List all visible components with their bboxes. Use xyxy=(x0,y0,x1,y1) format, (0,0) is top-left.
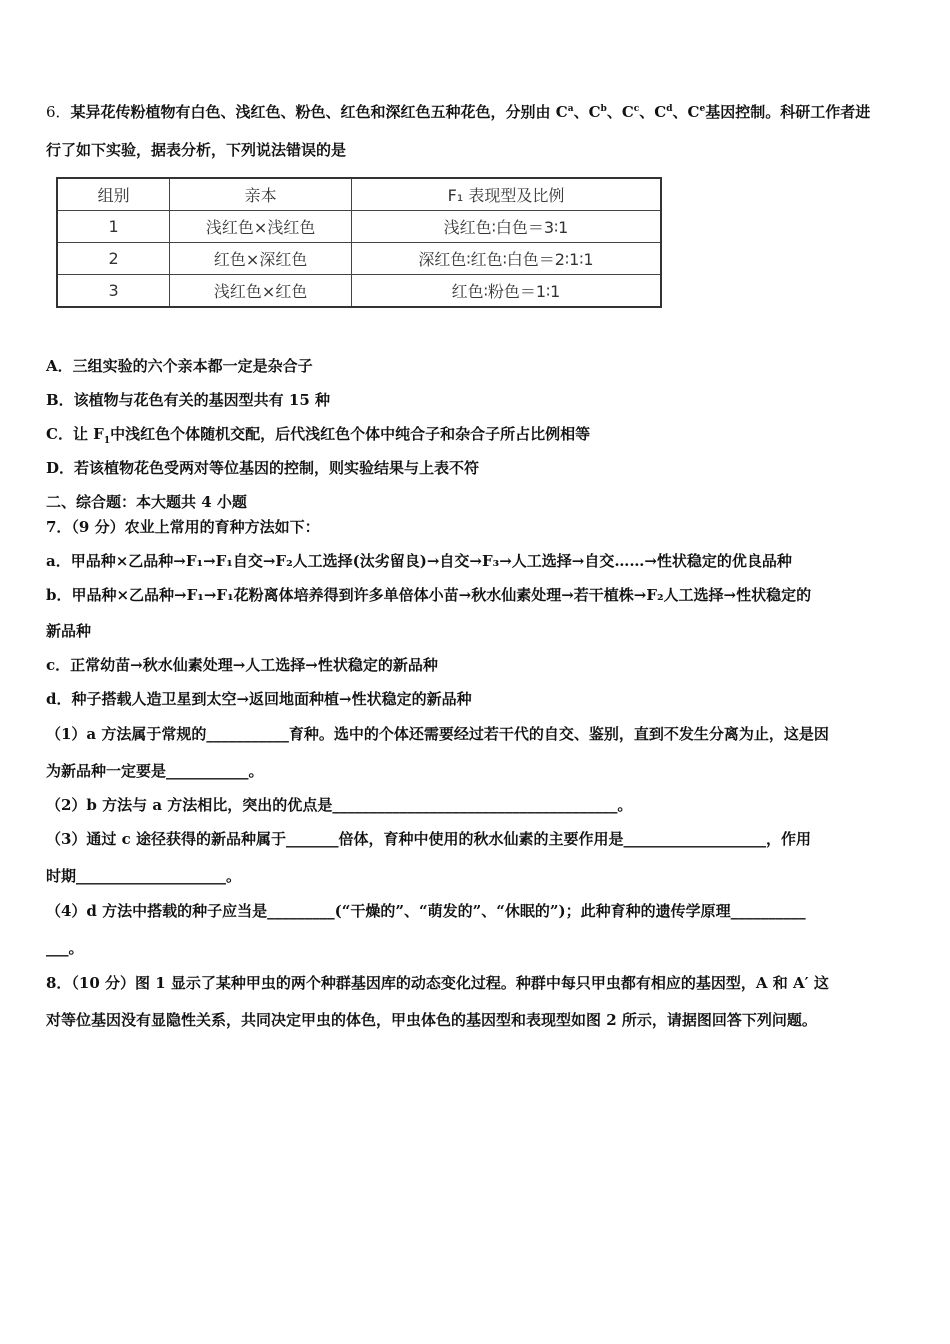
experiment-table xyxy=(56,177,662,308)
header-group: 组别 xyxy=(57,178,170,211)
allele-a: a xyxy=(567,104,574,114)
q7-sub4-line2: ___。 xyxy=(46,939,84,957)
q7-sub2: （2）b 方法与 a 方法相比，突出的优点是______________________________________。 xyxy=(46,796,633,814)
table-cell: 浅红色×红色 xyxy=(170,275,352,308)
allele-b: b xyxy=(600,104,607,114)
table-cell: 1 xyxy=(57,211,170,243)
q6-line2: 行了如下实验，据表分析，下列说法错误的是 xyxy=(46,141,347,159)
q6-stem-tail: 基因控制。科研工作者进 xyxy=(705,103,871,121)
option-c-pre: C．让 F xyxy=(46,425,104,443)
section-heading: 二、综合题：本大题共 4 小题 xyxy=(46,493,247,511)
table-cell: 浅红色×浅红色 xyxy=(170,211,352,243)
q7-intro: 7．（9 分）农业上常用的育种方法如下： xyxy=(46,518,320,536)
q7-sub1-line2: 为新品种一定要是___________。 xyxy=(46,762,264,780)
q7-method-a: a．甲品种×乙品种→F₁→F₁自交→F₂人工选择(汰劣留良)→自交→F₃→人工选择→自交……→性状稳定的优良品种 xyxy=(46,552,792,570)
q7-sub3-line1: （3）通过 c 途径获得的新品种属于_______倍体，育种中使用的秋水仙素的主要作用是___________________，作用 xyxy=(46,830,812,848)
q6-stem: 某异花传粉植物有白色、浅红色、粉色、红色和深红色五种花色，分别由 C xyxy=(70,103,568,121)
table-cell: 深红色∶红色∶白色＝2∶1∶1 xyxy=(352,243,661,275)
table-cell: 2 xyxy=(57,243,170,275)
allele-c: c xyxy=(633,104,640,114)
q8-line1: 8．（10 分）图 1 显示了某种甲虫的两个种群基因库的动态变化过程。种群中每只甲虫都有相应的基因型，A 和 A′ 这 xyxy=(46,974,829,992)
header-f1: F₁ 表现型及比例 xyxy=(352,178,661,211)
table-row xyxy=(57,275,661,308)
option-c: C．让 $F_1$中浅红色个体随机交配，后代浅红色个体中纯合子和杂合子所占比例相等 xyxy=(46,425,591,446)
table-header-row xyxy=(57,178,661,211)
q6-number: 6． xyxy=(46,103,71,121)
option-c-post: 中浅红色个体随机交配，后代浅红色个体中纯合子和杂合子所占比例相等 xyxy=(110,425,591,443)
table-cell: 红色×深红色 xyxy=(170,243,352,275)
q8-line2: 对等位基因没有显隐性关系，共同决定甲虫的体色，甲虫体色的基因型和表现型如图 2 所示，请据图回答下列问题。 xyxy=(46,1011,817,1029)
option-b: B．该植物与花色有关的基因型共有 15 种 xyxy=(46,391,330,409)
header-parents: 亲本 xyxy=(170,178,352,211)
table-row xyxy=(57,211,661,243)
table-cell: 浅红色∶白色＝3∶1 xyxy=(352,211,661,243)
q7-sub1-line1: （1）a 方法属于常规的___________育种。选中的个体还需要经过若干代的自交、鉴别，直到不发生分离为止，这是因 xyxy=(46,725,829,743)
q7-sub4-line1: （4）d 方法中搭载的种子应当是_________(“干燥的”、“萌发的”、“休眠的”)；此种育种的遗传学原理__________ xyxy=(46,902,806,920)
table-row xyxy=(57,243,661,275)
q7-method-b-line2: 新品种 xyxy=(46,622,92,640)
q6-line1: 6．某异花传粉植物有白色、浅红色、粉色、红色和深红色五种花色，分别由 $C^a$、$C^b$、$C^c$、$C^d$、Ce基因控制。科研工作者进 xyxy=(46,103,871,121)
table-cell: 3 xyxy=(57,275,170,308)
q7-sub3-line2: 时期____________________。 xyxy=(46,867,242,885)
q7-method-b-line1: b．甲品种×乙品种→F₁→F₁花粉离体培养得到许多单倍体小苗→秋水仙素处理→若干植株→F₂人工选择→性状稳定的 xyxy=(46,586,812,604)
q7-method-d: d．种子搭载人造卫星到太空→返回地面种植→性状稳定的新品种 xyxy=(46,690,472,708)
option-a: A．三组实验的六个亲本都一定是杂合子 xyxy=(46,357,313,375)
allele-e: e xyxy=(699,104,706,114)
table-cell: 红色∶粉色＝1∶1 xyxy=(352,275,661,308)
option-d: D．若该植物花色受两对等位基因的控制，则实验结果与上表不符 xyxy=(46,459,480,477)
allele-d: d xyxy=(666,104,673,114)
q7-method-c: c．正常幼苗→秋水仙素处理→人工选择→性状稳定的新品种 xyxy=(46,656,438,674)
